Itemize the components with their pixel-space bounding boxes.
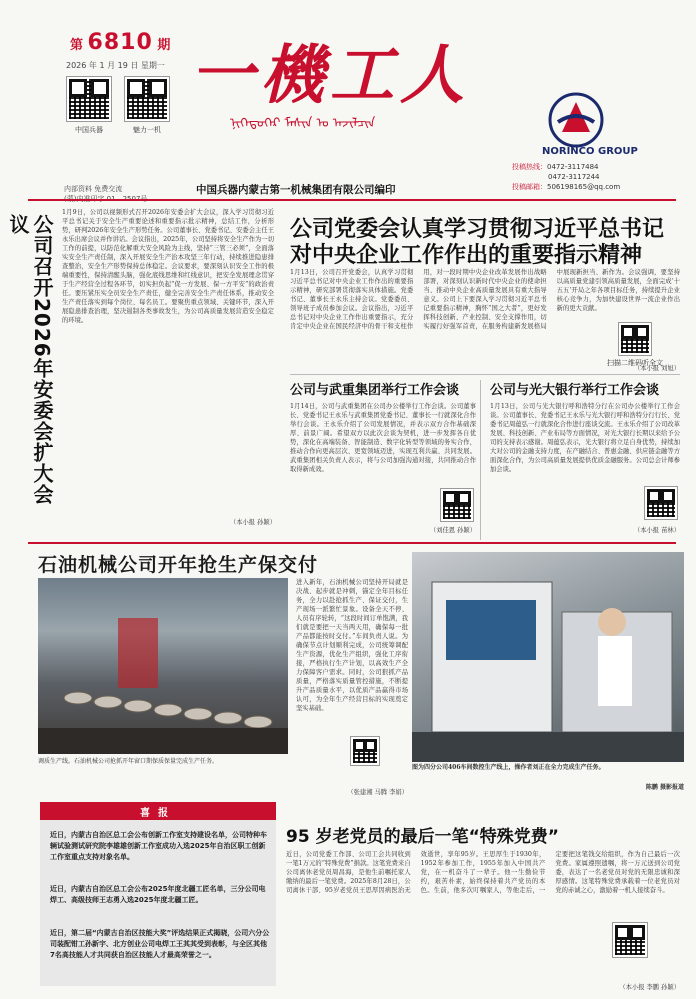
bulletin-title: 喜报 [140,808,176,819]
bulletin-box [40,820,276,986]
veteran-body: 近日，公司党委工作部、公司工会共同收到一笔1万元的“特殊党费”捐款。这笔党费来自公司离休老党员周昌海，是他生前嘱托家人缴纳的最后一笔党费。2025年8月28日，公司离休干部、95岁老党员王思厚因病医治无效逝世，享年95岁。王思厚生于1930年，1952年参加工作，1955年加入中国共产党，在一机奋斗了一辈子。他一生勤俭节约，艰苦朴素，始终保持着共产党员的本色。生前，他多次叮嘱家人，等他走后，一定要把这笔钱交给组织，作为自己最后一次党费。家属遵照遗嘱，将一万元送到公司党委，表达了一名老党员对党的无限忠诚和深厚感情。这笔特殊党费承载着一位老党员对党的赤诚之心，激励着一机人接续奋斗。 [286,851,680,894]
wuzhong-talks-headline: 公司与武重集团举行工作会谈 [290,383,460,398]
lead-headline-2: 对中央企业工作作出的重要指示精神 [290,243,643,268]
oil-caption: 调质生产线。石油机械公司抢抓开年窗口期保质保量完成生产任务。 [38,758,219,765]
contact-info: 投稿热线：0472-3117484 0472-3117244 投稿邮箱：506198165@qq.com [512,163,621,191]
qr-code[interactable] [644,486,678,520]
qr-caption: 扫描二维码听全文 [607,359,663,367]
divider [290,374,680,375]
header-rule [28,199,676,201]
wuzhong-source: （刘佳恩 孙颖） [429,527,476,534]
masthead-title: 一機工人 [190,38,470,113]
oil-headline: 石油机械公司开年抢生产保交付 [38,554,319,576]
issue-date: 2026 年 1 月 19 日 星期一 [66,61,165,70]
qr-label: 中国兵器 [75,126,103,134]
qr-code[interactable] [440,488,474,522]
lead-body: 1月13日，公司召开党委会，认真学习贯彻习近平总书记对中央企业工作作出的重要指示精神，研究部署贯彻落实具体措施。党委书记、董事长王永乐主持会议。党委委员、领导班子成员参加会议。会议指出，习近平总书记对中央企业工作作出重要指示，充分肯定中央企业在国民经济中的骨干和支柱作用，对一段时期中央企业改革发展作出战略部署，对深刻认识新时代中央企业的使命担当、推动中央企业高质量发展具有重大指导意义。公司上下要深入学习贯彻习近平总书记重要指示精神，胸怀“国之大者”，更好发挥科技创新、产业控制、安全支撑作用，切实履行好强军首责，在服务构建新发展格局中展现新担当、新作为。会议强调，要坚持以高质量党建引领高质量发展，全面完成‘十五五’开局之年各项目标任务，持续提升企业核心竞争力，为加快建设世界一流企业作出新的更大贡献。 [290,269,680,330]
everbright-talks-body: 1月13日，公司与光大银行呼和浩特分行在公司办公楼举行工作会谈。公司董事长、党委书记王永乐与光大银行呼和浩特分行行长、党委书记周蕴弘一行就深化合作进行座谈交流。王永乐介绍了公司改革发展、科技创新、产业布局等方面情况，对光大银行长期以来给予公司的支持表示感谢。周蕴弘表示，光大银行将立足自身优势，持续加大对公司的金融支持力度，在产融结合、普惠金融、供应链金融等方面深化合作，为公司高质量发展提供优质金融服务。公司总会计师参加会谈。 [490,403,680,473]
safety-meeting-source: （本小报 孙颖） [229,519,276,526]
publisher: 中国兵器内蒙古第一机械集团有限公司编印 [196,184,396,196]
publication-info: 内部资料 免费交流 [64,185,123,193]
lead-source: （本小报 刘旭） [633,365,680,372]
everbright-talks-headline: 公司与光大银行举行工作会谈 [490,383,660,398]
bulletin-item: 近日，内蒙古自治区总工会公布创新工作室支持建设名单，公司特种车辆试验测试研究院李雄雄创新工作室成功入选2025年自治区职工创新工作室重点支持对象名单。 [50,831,267,861]
qr-code[interactable] [612,922,648,958]
photo-credit: 陈鹏 摄影报道 [645,784,684,791]
bulletin-item: 近日，第二届“内蒙古自治区技能大奖”评选结果正式揭晓，公司六分公司装配钳工孙新宇、北方创业公司电焊工王其其受到表彰，与全区其他7名高技能人才共同获自治区技能人才最高荣誉之一。 [50,929,270,959]
qr-code[interactable] [350,736,380,766]
norinco-logo-icon [548,92,604,148]
divider [480,380,481,540]
qr-code[interactable] [124,76,170,122]
oil-body: 进入新年，石油机械公司坚持开局就是决战、起步就是冲刺，锚定全年目标任务，全力以赴抢抓生产、保证交付，生产现场一派繁忙景象。设备全天不停、人员有序轮转，“这段时间订单饱满，我们就是要把一天当两天用，确保每一批产品都能按时交付。”车间负责人说。为确保节点计划顺利完成，公司统筹调配生产资源，优化生产组织，强化工序衔接，严格执行生产计划，以高效生产全力保障客户需求。同时，公司狠抓产品质量，严格落实质量管控措施，不断提升产品质量水平，以优质产品赢得市场认可，为全年生产经营目标的实现奠定坚实基础。 [296,579,408,712]
lead-headline-1: 公司党委会认真学习贯彻习近平总书记 [290,217,665,242]
oil-source: （张建湘 马腾 李娟） [347,789,408,796]
veteran-source: （本小报 李鹏 孙颖） [619,984,680,991]
qr-label: 魅力一机 [133,126,161,134]
workshop-caption: 图为四分公司406车间数控生产线上，操作者刘正在全力完成生产任务。 [412,764,605,771]
workshop-photo [412,552,684,762]
bulletin-banner [40,802,276,820]
safety-meeting-headline: 公司召开2026年安委会扩大会议 [6,214,54,505]
qr-code[interactable] [618,322,652,356]
everbright-source: （本小报 苗林） [633,527,680,534]
issue-number: 第 6810 期 [70,30,171,55]
wuzhong-talks-body: 1月14日，公司与武重集团在公司办公楼举行工作会谈。公司董事长、党委书记王永乐与武重集团党委书记、董事长一行就深化合作举行会谈。王永乐介绍了公司发展情况，并表示双方合作基础深厚、前景广阔。希望双方以此次会谈为契机，进一步发挥各自优势，深化在高端装备、智能制造、数字化转型等领域的务实合作，推动合作向更高层次、更宽领域迈进，实现互利共赢、共同发展。武重集团相关负责人表示，将与公司加强沟通对接，共同推动合作取得新成效。 [290,403,476,473]
masthead-mongolian: ᠨᠢᠭᠡᠳᠦᠭᠡᠷ ᠮᠠᠰᠢᠨ ᠤ ᠠᠵᠢᠯᠴᠢᠨ [230,116,376,131]
section-rule [28,542,676,544]
bulletin-item: 近日，内蒙古自治区总工会公布2025年度北疆工匠名单，三分公司电焊工、高级技师王志勇入选2025年度北疆工匠。 [50,885,266,904]
qr-code[interactable] [66,76,112,122]
oil-photo-steel-pipes [38,578,288,754]
veteran-headline: 95 岁老党员的最后一笔“特殊党费” [286,827,559,847]
masthead [190,20,530,140]
safety-meeting-body: 1月9日，公司以视频形式召开2026年安委会扩大会议，深入学习贯彻习近平总书记关于安全生产重要论述和重要指示批示精神，总结工作，分析形势，研判2026年安全生产形势任务。公司董事长、党委书记、安委会主任王永乐出席会议并作讲话。会议指出，2025年，公司坚持将安全生产作为一切工作的前提，以防范化解重大安全风险为主线，坚持“三管三必须”，全面落实安全生产责任制，深入开展安全生产治本攻坚三年行动，持续推进隐患排查整治，安全生产形势保持总体稳定。会议要求，要深刻认识安全工作的极端重要性，保持清醒头脑，强化底线思维和红线意识，把安全发展理念贯穿于生产经营全过程各环节，切实担负起“促一方发展、保一方平安”的政治责任。要压紧压实全员安全生产责任，健全完善安全生产责任体系，推动安全生产责任落实到每个岗位、每名员工。要聚焦重点领域、关键环节，深入开展隐患排查治理，坚决遏制各类事故发生，为公司高质量发展营造安全稳定的环境。 [62,209,274,324]
brand-name: NORINCO GROUP [542,146,638,157]
